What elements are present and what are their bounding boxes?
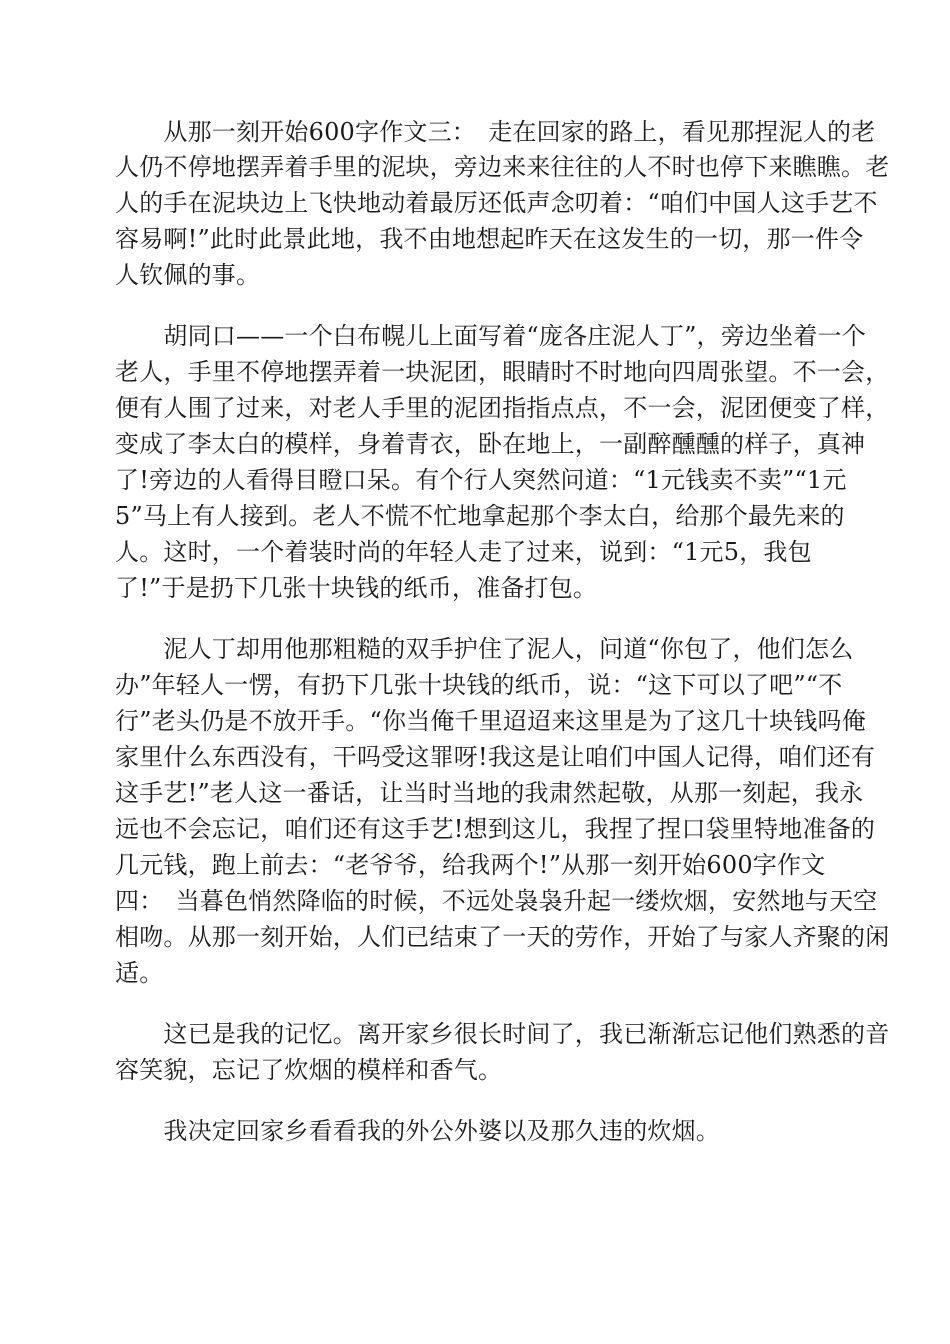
paragraph-2-line-6: 5”马上有人接到。老人不慌不忙地拿起那个李太白，给那个最先来的 — [115, 502, 845, 530]
paragraph-3-line-5: 这手艺!”老人这一番话，让当时当地的我肃然起敬，从那一刻起，我永 — [115, 779, 864, 807]
paragraph-4-line-1: 这已是我的记忆。离开家乡很长时间了，我已渐渐忘记他们熟悉的音 — [115, 1020, 890, 1048]
paragraph-5-line-1: 我决定回家乡看看我的外公外婆以及那久违的炊烟。 — [115, 1117, 720, 1145]
paragraph-2-line-7: 人。这时，一个着装时尚的年轻人走了过来，说到：“1元5，我包 — [115, 538, 812, 566]
paragraph-2-line-5: 了!旁边的人看得目瞪口呆。有个行人突然问道：“1元钱卖不卖”“1元 — [115, 466, 847, 494]
paragraph-3-line-8: 四： 当暮色悄然降临的时候，不远处袅袅升起一缕炊烟，安然地与天空 — [115, 887, 878, 915]
paragraph-1-line-1: 从那一刻开始600字作文三： 走在回家的路上，看见那捏泥人的老 — [115, 118, 876, 146]
paragraph-1-line-3: 人的手在泥块边上飞快地动着最厉还低声念叨着：“咱们中国人这手艺不 — [115, 189, 878, 217]
paragraph-3-line-6: 远也不会忘记，咱们还有这手艺!想到这儿，我捏了捏口袋里特地准备的 — [115, 815, 876, 843]
paragraph-3-line-7: 几元钱，跑上前去：“老爷爷，给我两个!”从那一刻开始600字作文 — [115, 851, 826, 879]
paragraph-3-line-10: 适。 — [115, 959, 164, 987]
paragraph-2-line-2: 老人，手里不停地摆弄着一块泥团，眼睛时不时地向四周张望。不一会， — [115, 358, 890, 386]
paragraph-3-line-9: 相吻。从那一刻开始，人们已结束了一天的劳作，开始了与家人齐聚的闲 — [115, 923, 890, 951]
paragraph-3-line-3: 行”老头仍是不放开手。“你当俺千里迢迢来这里是为了这几十块钱吗俺 — [115, 707, 866, 735]
paragraph-3-line-1: 泥人丁却用他那粗糙的双手护住了泥人，问道“你包了，他们怎么 — [115, 635, 854, 663]
paragraph-2-line-8: 了!”于是扔下几张十块钱的纸币，准备打包。 — [115, 574, 598, 602]
paragraph-3-line-2: 办”年轻人一愣，有扔下几张十块钱的纸币，说：“这下可以了吧”“不 — [115, 671, 843, 699]
paragraph-1-line-4: 容易啊!”此时此景此地，我不由地想起昨天在这发生的一切，那一件令 — [115, 225, 864, 253]
paragraph-1-line-2: 人仍不停地摆弄着手里的泥块，旁边来来往往的人不时也停下来瞧瞧。老 — [115, 153, 890, 181]
paragraph-2-line-3: 便有人围了过来，对老人手里的泥团指指点点，不一会，泥团便变了样， — [115, 394, 890, 422]
paragraph-3-line-4: 家里什么东西没有，干吗受这罪呀!我这是让咱们中国人记得，咱们还有 — [115, 743, 876, 771]
paragraph-2-line-4: 变成了李太白的模样，身着青衣，卧在地上，一副醉醺醺的样子，真神 — [115, 430, 866, 458]
paragraph-2-line-1: 胡同口——一个白布幌儿上面写着“庞各庄泥人丁”，旁边坐着一个 — [115, 322, 866, 350]
paragraph-1-line-5: 人钦佩的事。 — [115, 261, 261, 289]
paragraph-4-line-2: 容笑貌，忘记了炊烟的模样和香气。 — [115, 1056, 503, 1084]
